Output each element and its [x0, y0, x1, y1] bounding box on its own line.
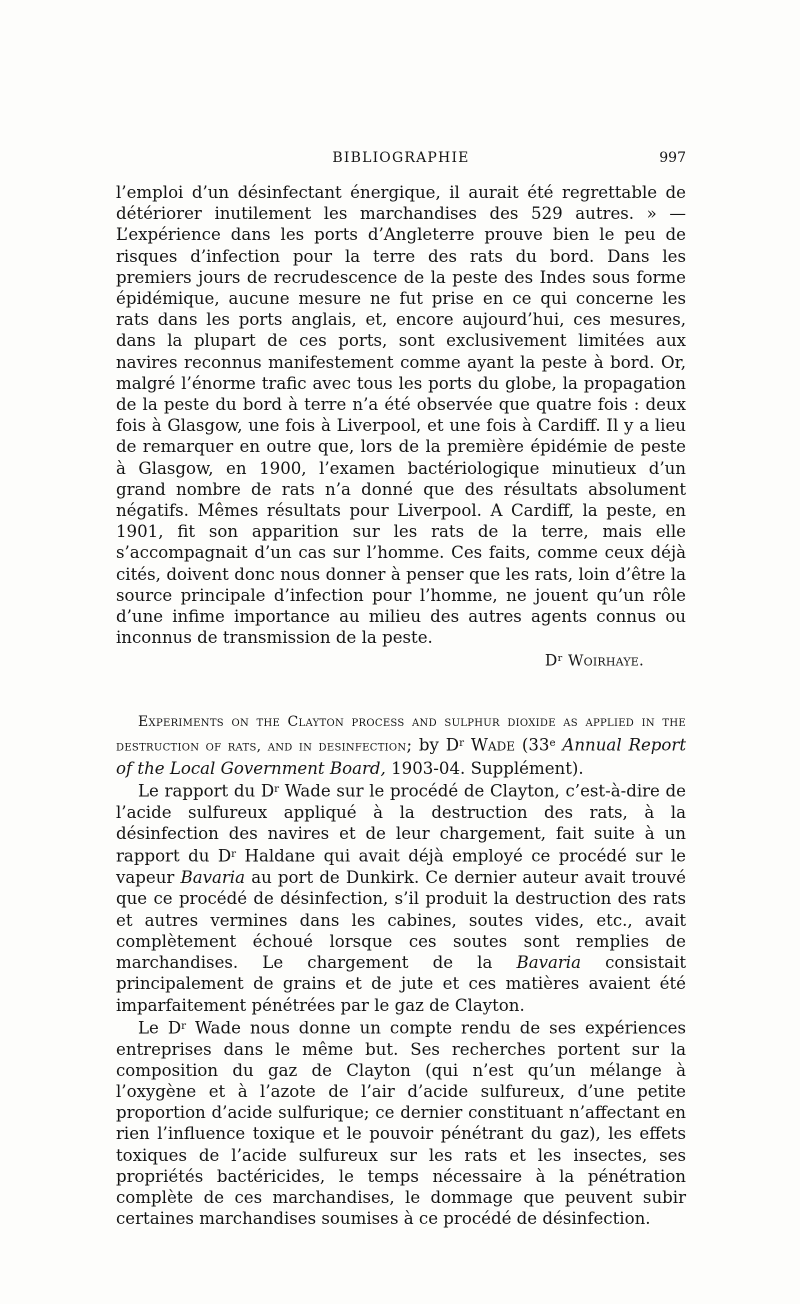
- p1-text-c: Haldane qui avait déjà employé ce procédé sur le vapeur: [116, 847, 686, 888]
- review2-heading: [116, 710, 686, 779]
- section-gap: [116, 672, 686, 710]
- p2-text-a: Le D: [138, 1018, 182, 1038]
- signature-name: Woirhaye.: [567, 651, 644, 670]
- running-title: BIBLIOGRAPHIE: [332, 150, 470, 166]
- p2-text-b: Wade nous donne un compte rendu de ses expériences entreprises dans le même but. Ses recherches portent sur la composition du gaz de Clayton (qui n’est qu’un mélange à l’oxygène et à l’azote de l’air d’acide sulfureux, d’une petite proportion d’acide sulfurique; ce dernier constituant n’affectant en rien l’influence toxique et le pouvoir pénétrant du gaz), les effets toxiques de l’acide sulfureux sur les rats et les insectes, ses propriétés bactéricides, le temps nécessaire à la pénétration complète de ces marchandises, le dommage que peuvent subir certaines marchandises soumises à ce procédé de désinfection.: [116, 1018, 686, 1229]
- page-body: [116, 182, 686, 1229]
- p1-ship-name: Bavaria: [180, 868, 246, 888]
- p1-text-d: au port de Dunkirk. Ce dernier auteur avait trouvé que ce procédé de désinfection, s’il produit la destruction des rats et autres vermines dans les cabines, soutes vides, etc., avait complètement échoué lorsque ces soutes sont remplies de marchandises. Le chargement de la: [116, 868, 686, 973]
- review2-paragraph-1: [116, 779, 686, 1015]
- review2-author: Wade: [470, 735, 515, 755]
- p2-sup-a: r: [181, 1019, 187, 1032]
- review2-by: ; by D: [406, 735, 460, 755]
- running-head: [116, 150, 686, 170]
- signature-title-sup: r: [557, 653, 563, 665]
- review2-heading-tail: 1903-04. Supplément).: [391, 759, 584, 779]
- review1-signature: [116, 648, 686, 672]
- review2-title: Experiments on the Clayton process and sulphur dioxide as applied in the destruction of rats, and in desinfection: [116, 713, 686, 755]
- review2-by-sup: r: [459, 737, 465, 750]
- p1-sup-b: r: [231, 848, 237, 861]
- review2-paren-sup: e: [549, 737, 556, 750]
- p1-sup-a: r: [274, 783, 280, 796]
- review2-paragraph-2: [116, 1016, 686, 1230]
- p1-text-e: consistait principalement de grains et de jute et ces matières avaient été imparfaitement pénétrées par le gaz de Clayton.: [116, 953, 686, 1015]
- review1-paragraph: l’emploi d’un désinfectant énergique, il aurait été regrettable de détériorer inutilement les marchandises des 529 autres. » — L’expérience dans les ports d’Angleterre prouve bien le peu de risques d’infection pour la terre des rats du bord. Dans les premiers jours de recrudescence de la peste des Indes sous forme épidémique, aucune mesure ne fut prise en ce qui concerne les rats dans les ports anglais, et, encore aujourd’hui, ces mesures, dans la plupart de ces ports, sont exclusivement limitées aux navires reconnus manifestement comme ayant la peste à bord. Or, malgré l’énorme trafic avec tous les ports du globe, la propagation de la peste du bord à terre n’a été observée que quatre fois : deux fois à Glasgow, une fois à Liverpool, et une fois à Cardiff. Il y a lieu de remarquer en outre que, lors de la première épidémie de peste à Glasgow, en 1900, l’examen bactériologique minutieux d’un grand nombre de rats n’a donné que des résultats absolument négatifs. Mêmes résultats pour Liverpool. A Cardiff, la peste, en 1901, fit son apparition sur les rats de la terre, mais elle s’accompagnait d’un cas sur l’homme. Ces faits, comme ceux déjà cités, doivent donc nous donner à penser que les rats, loin d’être la source principale d’infection pour l’homme, ne jouent qu’un rôle d’une infime importance au milieu des autres agents connus ou inconnus de transmission de la peste.: [116, 183, 686, 648]
- signature-title: D: [544, 651, 558, 670]
- p1-text-a: Le rapport du D: [138, 781, 275, 801]
- review2-report-title: Annual Report of the Local Government Board,: [116, 735, 687, 779]
- page-number: 997: [659, 150, 686, 166]
- p1-text-b: Wade sur le procédé de Clayton, c’est-à-dire de l’acide sulfureux appliqué à la destruction des rats, à la désinfection des navires et de leur chargement, fait suite à un rapport du D: [116, 781, 686, 867]
- p1-ship-name-2: Bavaria: [516, 953, 581, 973]
- review2-paren: (33: [521, 735, 550, 755]
